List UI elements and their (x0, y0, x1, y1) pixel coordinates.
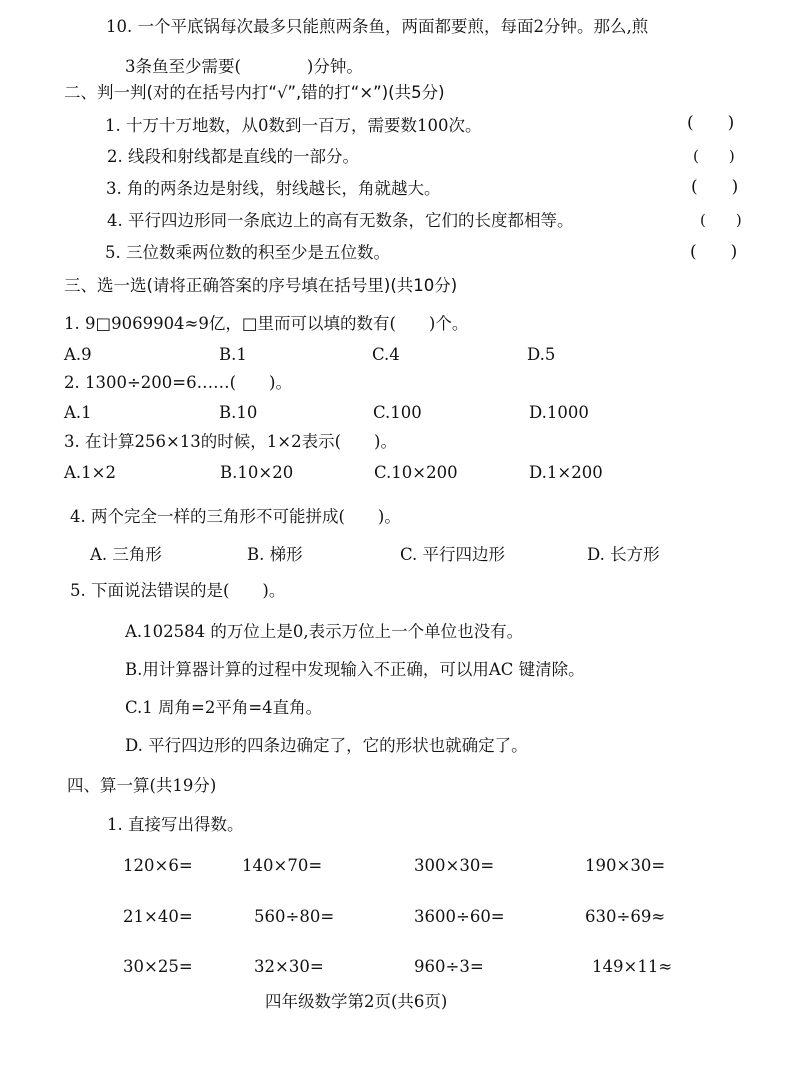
judge-paren-5[interactable]: ( ) (690, 242, 738, 262)
judge-paren-2[interactable]: ( ) (693, 147, 735, 165)
page-footer: 四年级数学第2页(共6页) (265, 992, 448, 1011)
calc-r3-c2: 32×30= (254, 957, 324, 976)
section3-heading: 三、选一选(请将正确答案的序号填在括号里)(共10分) (64, 276, 458, 295)
choice-q4: 4. 两个完全一样的三角形不可能拼成( )。 (70, 507, 401, 526)
choice-q4-option-a[interactable]: A. 三角形 (90, 545, 162, 564)
calc-r3-c4: 149×11≈ (592, 957, 673, 976)
judge-item-5: 5. 三位数乘两位数的积至少是五位数。 (105, 243, 390, 262)
choice-q2-option-c[interactable]: C.100 (373, 403, 422, 422)
choice-q5-option-d[interactable]: D. 平行四边形的四条边确定了，它的形状也就确定了。 (125, 736, 528, 755)
choice-q3-option-b[interactable]: B.10×20 (220, 463, 294, 482)
calc-r2-c3: 3600÷60= (414, 907, 505, 926)
choice-q1-option-d[interactable]: D.5 (527, 345, 556, 364)
choice-q2: 2. 1300÷200=6……( )。 (64, 373, 292, 392)
judge-paren-4[interactable]: ( ) (700, 211, 742, 229)
choice-q4-option-d[interactable]: D. 长方形 (587, 545, 660, 564)
choice-q5-option-a[interactable]: A.102584 的万位上是0,表示万位上一个单位也没有。 (125, 622, 524, 641)
choice-q1: 1. 9□9069904≈9亿，□里而可以填的数有( )个。 (64, 314, 469, 333)
choice-q1-option-a[interactable]: A.9 (64, 345, 92, 364)
judge-paren-1[interactable]: ( ) (687, 113, 735, 133)
choice-q2-option-b[interactable]: B.10 (219, 403, 258, 422)
calc-r2-c4: 630÷69≈ (585, 907, 666, 926)
judge-item-2: 2. 线段和射线都是直线的一部分。 (107, 147, 359, 166)
choice-q4-option-c[interactable]: C. 平行四边形 (400, 545, 506, 564)
q10-line2: 3条鱼至少需要( )分钟。 (125, 57, 363, 76)
section4-sub1: 1. 直接写出得数。 (107, 815, 244, 834)
judge-paren-3[interactable]: ( ) (691, 177, 739, 197)
judge-item-4: 4. 平行四边形同一条底边上的高有无数条，它们的长度都相等。 (107, 211, 574, 230)
section2-heading: 二、判一判(对的在括号内打“√”,错的打“×”)(共5分) (64, 83, 445, 102)
calc-r1-c1: 120×6= (123, 856, 193, 875)
choice-q5: 5. 下面说法错误的是( )。 (70, 581, 286, 600)
judge-item-3: 3. 角的两条边是射线，射线越长，角就越大。 (106, 179, 441, 198)
calc-r3-c1: 30×25= (123, 957, 193, 976)
calc-r3-c3: 960÷3= (414, 957, 484, 976)
choice-q3-option-c[interactable]: C.10×200 (374, 463, 458, 482)
choice-q3-option-a[interactable]: A.1×2 (64, 463, 116, 482)
choice-q1-option-b[interactable]: B.1 (219, 345, 247, 364)
choice-q5-option-b[interactable]: B.用计算器计算的过程中发现输入不正确，可以用AC 键清除。 (125, 660, 585, 679)
calc-r1-c4: 190×30= (585, 856, 666, 875)
judge-item-1: 1. 十万十万地数，从0数到一百万，需要数100次。 (105, 116, 482, 135)
calc-r2-c1: 21×40= (123, 907, 193, 926)
section4-heading: 四、算一算(共19分) (67, 776, 217, 795)
choice-q5-option-c[interactable]: C.1 周角=2平角=4直角。 (125, 698, 323, 717)
calc-r2-c2: 560÷80= (254, 907, 335, 926)
calc-r1-c3: 300×30= (414, 856, 495, 875)
q10-line1: 10. 一个平底锅每次最多只能煎两条鱼，两面都要煎，每面2分钟。那么,煎 (106, 17, 649, 36)
choice-q4-option-b[interactable]: B. 梯形 (247, 545, 303, 564)
choice-q2-option-d[interactable]: D.1000 (529, 403, 589, 422)
choice-q3: 3. 在计算256×13的时候，1×2表示( )。 (64, 432, 397, 451)
calc-r1-c2: 140×70= (242, 856, 323, 875)
choice-q2-option-a[interactable]: A.1 (64, 403, 92, 422)
choice-q3-option-d[interactable]: D.1×200 (529, 463, 603, 482)
choice-q1-option-c[interactable]: C.4 (372, 345, 400, 364)
